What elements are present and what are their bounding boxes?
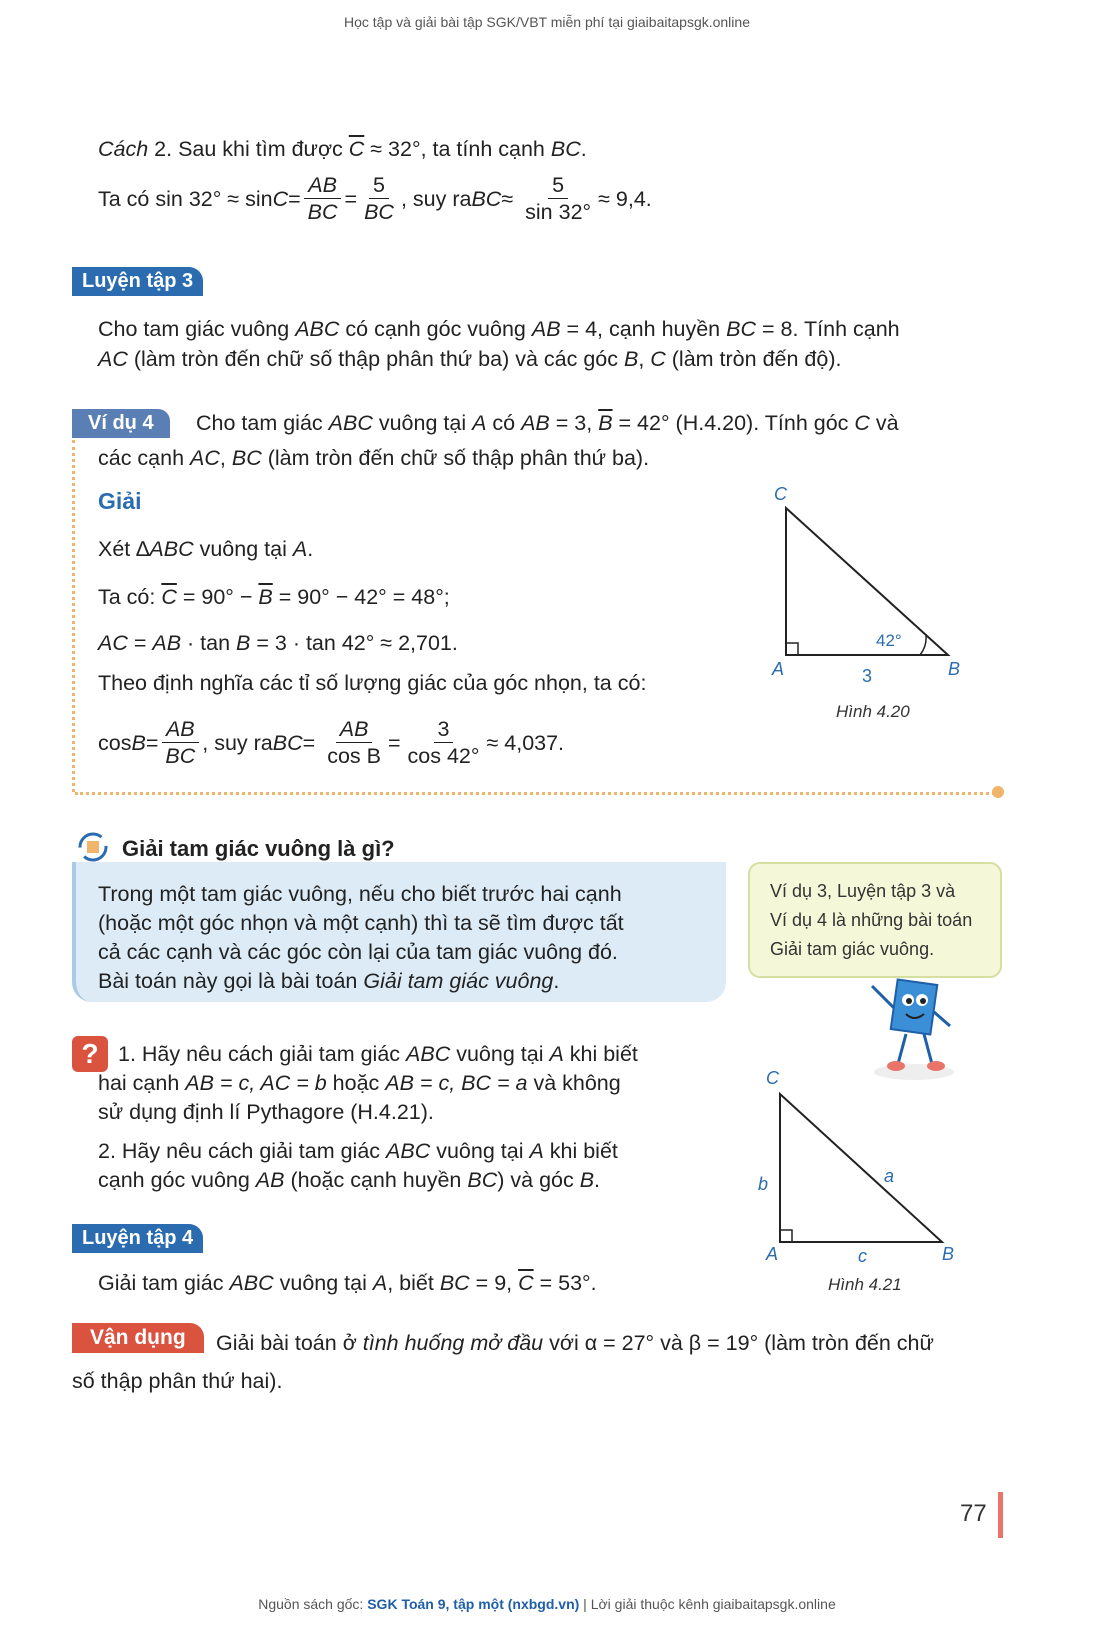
vertex-b: B (948, 659, 961, 679)
triangle (780, 1094, 942, 1242)
solution-step-5: cos B = $\frac{AB}{BC}$ , suy ra BC = $\frac{AB}{\text{cos B}}$ = $\frac{3}{\cos 42^\circ}$ ≈ 4,037. (98, 717, 565, 768)
right-angle-mark (786, 643, 798, 655)
fraction: $\frac{AB}{\text{cos B}}$ (327, 717, 381, 768)
triangle (786, 508, 948, 655)
solution-heading: Giải (98, 488, 142, 514)
luyen-tap-3-tag: Luyện tập 3 (72, 267, 203, 296)
question-1-line1: 1. Hãy nêu cách giải tam giác ABC vuông tại A khi biết (118, 1042, 638, 1066)
fraction: $\frac{AB}{BC}$ (304, 172, 342, 225)
info-body: Trong một tam giác vuông, nếu cho biết trước hai cạnh (hoặc một góc nhọn và một cạnh) thì ta sẽ tìm được tất cả các cạnh và các góc còn lại của tam giác vuông đó. Bài toán này gọi là bài toán Giải tam giác vuông. (98, 882, 624, 993)
fraction: $\frac{5}{BC}$ (364, 173, 394, 224)
page-header: Học tập và giải bài tập SGK/VBT miễn phí tại giaibaitapsgk.online (344, 14, 750, 30)
vertex-c: C (774, 484, 787, 504)
van-dung-line2: số thập phân thứ hai). (72, 1369, 283, 1393)
van-dung-line1: Giải bài toán ở tình huống mở đầu với α = 27° và β = 19° (làm tròn đến chữ (216, 1331, 934, 1355)
side-b: b (758, 1174, 769, 1194)
info-title: Giải tam giác vuông là gì? (122, 836, 395, 861)
solution-step-4: Theo định nghĩa các tỉ số lượng giác của góc nhọn, ta có: (98, 671, 647, 695)
angle-arc (920, 635, 926, 655)
page-number: 77 (960, 1500, 987, 1527)
cach2-line2: Ta có sin 32° ≈ sin C = $\frac{AB}{BC}$ = $\frac{5}{BC}$ , suy ra BC ≈ $\frac{5}{\sin 32^\circ}$ ≈ 9,4. (98, 173, 652, 224)
side-label: 3 (862, 666, 873, 686)
question-icon: ? (72, 1036, 108, 1072)
luyen-tap-3-text: Cho tam giác vuông ABC có cạnh góc vuông AB = 4, cạnh huyền BC = 8. Tính cạnh AC (làm tròn đến chữ số thập phân thứ ba) và các góc B, C (làm tròn đến độ). (98, 317, 900, 371)
side-c: c (858, 1246, 867, 1266)
vertex-a: A (772, 659, 785, 679)
solution-step-2: Ta có: $\overline{C} = 90^\circ - \overline{B} = 90^\circ - 42^\circ = 48^\circ$; (98, 585, 450, 609)
luyen-tap-4-tag: Luyện tập 4 (72, 1224, 203, 1253)
dot-marker (992, 786, 1004, 798)
refresh-icon (76, 830, 110, 864)
side-a: a (884, 1166, 895, 1186)
vertex-a: A (766, 1244, 779, 1264)
page-footer: Nguồn sách gốc: SGK Toán 9, tập một (nxbgd.vn) | Lời giải thuộc kênh giaibaitapsgk.online (258, 1596, 836, 1612)
vi-du-4-line1: Cho tam giác ABC vuông tại A có AB = 3, $\overline{B} = 42^\circ$ (H.4.20). Tính góc C và (196, 411, 899, 435)
right-angle-mark (780, 1230, 792, 1242)
fraction: $\frac{3}{\cos 42^\circ}$ (407, 717, 480, 768)
example-border-left (72, 440, 78, 792)
vi-du-4-tag: Ví dụ 4 (72, 409, 170, 438)
fraction: $\frac{5}{\sin 32^\circ}$ (525, 173, 592, 224)
angle-c-hat: $\overline{C}$ (348, 137, 365, 161)
bubble-text: Ví dụ 3, Luyện tập 3 và Ví dụ 4 là những bài toán Giải tam giác vuông. (770, 881, 973, 959)
vertex-b: B (942, 1244, 955, 1264)
vertex-c: C (766, 1068, 779, 1088)
solution-step-1: Xét ∆ABC vuông tại A. (98, 537, 314, 561)
vi-du-4-line2: các cạnh AC, BC (làm tròn đến chữ số thập phân thứ ba). (98, 446, 650, 470)
question-2: 2. Hãy nêu cách giải tam giác ABC vuông tại A khi biết cạnh góc vuông AB (hoặc cạnh huyền BC) và góc B. (98, 1139, 618, 1192)
van-dung-tag: Vận dụng (72, 1323, 204, 1353)
page-marker (998, 1492, 1003, 1538)
solution-step-3: AC = AB · tan B = 3 · tan 42° ≈ 2,701. (98, 631, 458, 655)
figure-caption: Hình 4.21 (828, 1275, 902, 1294)
question-1-rest: hai cạnh AB = c, AC = b hoặc AB = c, BC = a và không sử dụng định lí Pythagore (H.4.21). (98, 1071, 621, 1124)
fraction: $\frac{AB}{BC}$ (161, 716, 199, 769)
angle-label: 42° (876, 631, 902, 650)
example-border-bottom (75, 792, 995, 795)
luyen-tap-4-text: Giải tam giác ABC vuông tại A, biết BC = 9, $\overline{C} = 53^\circ$. (98, 1271, 597, 1295)
cach2-line1: Cách 2. Sau khi tìm được $\overline{C} \approx 32^\circ$, ta tính cạnh BC. (98, 137, 587, 161)
figure-4-20 (770, 480, 1000, 740)
figure-caption: Hình 4.20 (836, 702, 910, 721)
figure-4-21 (750, 1062, 990, 1312)
